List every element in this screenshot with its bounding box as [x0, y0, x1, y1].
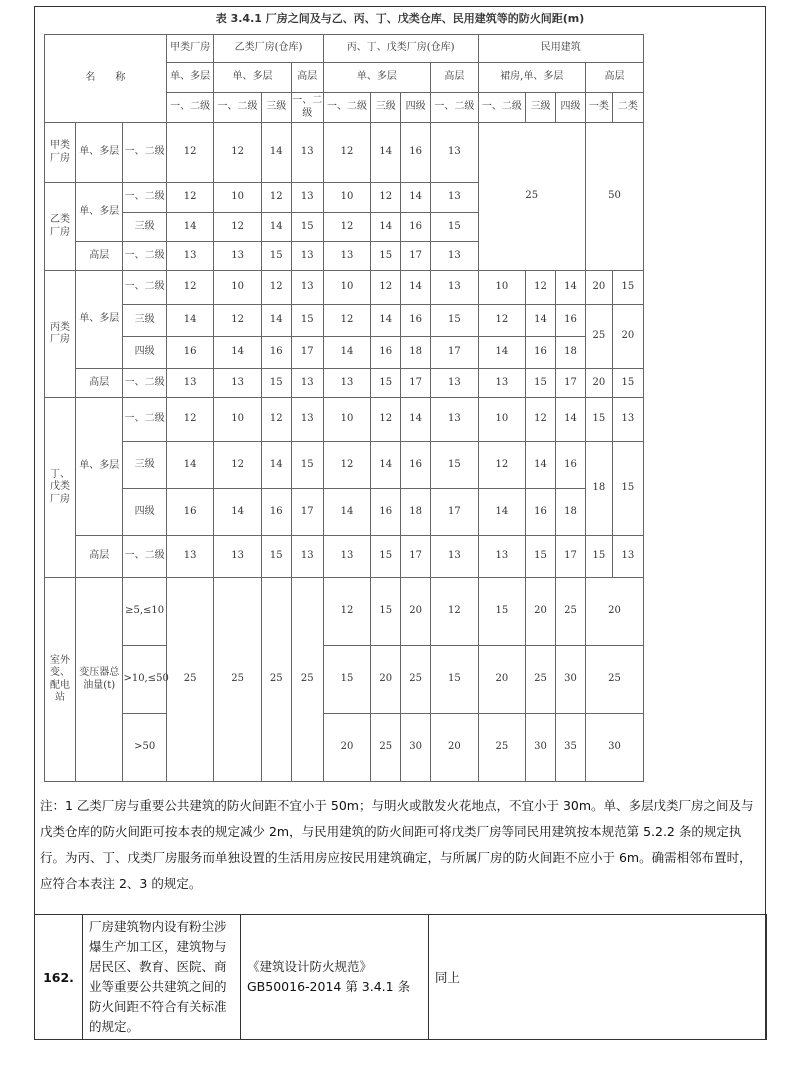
row-grade: 一、二级: [123, 271, 166, 305]
value-cell: 20: [431, 714, 478, 782]
row-label: 丙类厂房: [45, 271, 76, 398]
value-cell: 30: [556, 646, 586, 714]
value-cell: 14: [323, 489, 370, 536]
value-cell: 16: [401, 442, 431, 489]
value-cell: 13: [431, 536, 478, 578]
value-cell: 13: [431, 123, 478, 183]
value-cell: 15: [612, 442, 643, 536]
value-cell: 16: [261, 337, 291, 369]
header-l3: 三级: [526, 93, 556, 123]
value-cell: 13: [214, 536, 261, 578]
value-cell: 17: [556, 536, 586, 578]
value-cell: 14: [166, 442, 213, 489]
table-note: 注：1 乙类厂房与重要公共建筑的防火间距不宜小于 50m；与明火或散发火花地点，不宜小于 30m。单、多层戊类厂房之间及与戊类仓库的防火间距可按本表的规定减少 2m，与民用建筑的防火间距可将戊类厂房等同民用建筑按本规范第 5.2.2 条的规定执行。为丙、丁、戊类厂房服务而单独设置的生活用房应按民用建筑确定，与所属厂房的防火间距不应小于 6m。确需相邻布置时，应符合本表注 2、3 的规定。: [40, 798, 754, 891]
value-cell: 15: [585, 398, 612, 442]
row-sub: 高层: [75, 369, 122, 398]
value-cell: 12: [166, 183, 213, 213]
value-cell: 10: [323, 271, 370, 305]
value-cell: 13: [291, 123, 323, 183]
row-grade: 一、二级: [123, 536, 166, 578]
value-cell: 17: [431, 489, 478, 536]
header-podium: 裙房,单、多层: [478, 63, 585, 93]
value-cell: 17: [291, 489, 323, 536]
value-cell: 20: [612, 305, 643, 369]
header-civil: 民用建筑: [478, 35, 643, 63]
value-cell: 16: [401, 305, 431, 337]
value-cell: 12: [214, 213, 261, 242]
value-cell: 14: [526, 442, 556, 489]
value-cell: 15: [261, 242, 291, 271]
header-l12: 一、二级: [166, 93, 213, 123]
value-cell: 14: [401, 398, 431, 442]
value-cell: 16: [166, 489, 213, 536]
value-cell: 10: [214, 271, 261, 305]
value-cell: 50: [585, 123, 643, 271]
value-cell: 20: [585, 578, 643, 646]
value-cell: 12: [214, 305, 261, 337]
value-cell: 20: [526, 578, 556, 646]
value-cell: 14: [371, 123, 401, 183]
header-sm: 单、多层: [214, 63, 291, 93]
value-cell: 13: [612, 536, 643, 578]
item-remark: 同上: [429, 915, 767, 1040]
value-cell: 10: [214, 398, 261, 442]
header-c2: 二类: [612, 93, 643, 123]
header-high: 高层: [431, 63, 478, 93]
value-cell: 10: [478, 398, 525, 442]
value-cell: 13: [323, 536, 370, 578]
value-cell: 12: [166, 123, 213, 183]
value-cell: 12: [323, 305, 370, 337]
value-cell: 25: [478, 714, 525, 782]
value-cell: 20: [585, 271, 612, 305]
header-l4: 四级: [556, 93, 586, 123]
value-cell: 13: [214, 369, 261, 398]
value-cell: 15: [431, 305, 478, 337]
header-l12: 一、二级: [478, 93, 525, 123]
value-cell: 18: [556, 489, 586, 536]
row-grade: 一、二级: [123, 369, 166, 398]
value-cell: 14: [166, 213, 213, 242]
value-cell: 14: [556, 398, 586, 442]
row-grade: 三级: [123, 213, 166, 242]
value-cell: 15: [431, 442, 478, 489]
item-number: 162.: [35, 915, 83, 1040]
value-cell: 13: [323, 242, 370, 271]
value-cell: 13: [431, 242, 478, 271]
row-sub: 单、多层: [75, 398, 122, 536]
row-sub: 单、多层: [75, 271, 122, 369]
value-cell: 15: [291, 305, 323, 337]
value-cell: 25: [214, 578, 261, 782]
row-label: 乙类厂房: [45, 183, 76, 271]
value-cell: 12: [371, 398, 401, 442]
value-cell: 16: [401, 213, 431, 242]
row-grade: 一、二级: [123, 123, 166, 183]
value-cell: 17: [401, 242, 431, 271]
value-cell: 25: [401, 646, 431, 714]
table-title: 表 3.4.1 厂房之间及与乙、丙、丁、戊类仓库、民用建筑等的防火间距(m): [215, 12, 585, 25]
value-cell: 12: [214, 123, 261, 183]
value-cell: 15: [371, 536, 401, 578]
value-cell: 13: [291, 242, 323, 271]
value-cell: 14: [261, 123, 291, 183]
value-cell: 13: [431, 271, 478, 305]
value-cell: 13: [431, 369, 478, 398]
value-cell: 25: [478, 123, 585, 271]
value-cell: 14: [556, 271, 586, 305]
value-cell: 12: [323, 213, 370, 242]
header-sm: 单、多层: [323, 63, 430, 93]
value-cell: 15: [431, 646, 478, 714]
value-cell: 16: [371, 337, 401, 369]
value-cell: 10: [478, 271, 525, 305]
value-cell: 13: [291, 271, 323, 305]
value-cell: 16: [166, 337, 213, 369]
value-cell: 13: [431, 183, 478, 213]
header-l12: 一、二级: [214, 93, 261, 123]
value-cell: 30: [526, 714, 556, 782]
value-cell: 12: [371, 183, 401, 213]
value-cell: 14: [478, 337, 525, 369]
row-sub: 高层: [75, 242, 122, 271]
row-grade: 一、二级: [123, 183, 166, 213]
header-l12: 一、二级: [323, 93, 370, 123]
value-cell: 14: [261, 305, 291, 337]
value-cell: 14: [371, 213, 401, 242]
row-label: 甲类厂房: [45, 123, 76, 183]
value-cell: 25: [526, 646, 556, 714]
value-cell: 13: [323, 369, 370, 398]
header-l3: 三级: [371, 93, 401, 123]
checklist-table: [34, 914, 767, 1040]
value-cell: 30: [401, 714, 431, 782]
value-cell: 20: [371, 646, 401, 714]
value-cell: 14: [401, 271, 431, 305]
value-cell: 15: [371, 369, 401, 398]
row-label: 室外变、配电站: [45, 578, 76, 782]
value-cell: 17: [431, 337, 478, 369]
value-cell: 20: [585, 369, 612, 398]
value-cell: 14: [166, 305, 213, 337]
value-cell: 15: [478, 578, 525, 646]
row-sub: 单、多层: [75, 123, 122, 183]
value-cell: 12: [214, 442, 261, 489]
value-cell: 10: [214, 183, 261, 213]
value-cell: 15: [371, 578, 401, 646]
value-cell: 18: [585, 442, 612, 536]
header-sm: 单、多层: [166, 63, 213, 93]
value-cell: 16: [401, 123, 431, 183]
value-cell: 12: [371, 271, 401, 305]
value-cell: 12: [478, 442, 525, 489]
value-cell: 14: [214, 489, 261, 536]
value-cell: 13: [431, 398, 478, 442]
value-cell: 17: [291, 337, 323, 369]
value-cell: 13: [166, 242, 213, 271]
row-grade: 一、二级: [123, 398, 166, 442]
header-high: 高层: [291, 63, 323, 93]
header-l12: 一、二级: [291, 93, 323, 123]
value-cell: 12: [166, 271, 213, 305]
value-cell: 15: [291, 442, 323, 489]
header-yi: 乙类厂房(仓库): [214, 35, 323, 63]
value-cell: 14: [261, 442, 291, 489]
row-grade: >10,≤50: [123, 646, 166, 714]
header-l12: 一、二级: [431, 93, 478, 123]
value-cell: 12: [431, 578, 478, 646]
value-cell: 35: [556, 714, 586, 782]
value-cell: 12: [323, 578, 370, 646]
value-cell: 18: [556, 337, 586, 369]
row-sub: 变压器总油量(t): [75, 578, 122, 782]
value-cell: 12: [526, 271, 556, 305]
value-cell: 13: [214, 242, 261, 271]
value-cell: 14: [478, 489, 525, 536]
value-cell: 25: [261, 578, 291, 782]
value-cell: 13: [612, 398, 643, 442]
value-cell: 13: [166, 369, 213, 398]
value-cell: 15: [526, 369, 556, 398]
value-cell: 14: [371, 305, 401, 337]
value-cell: 20: [323, 714, 370, 782]
value-cell: 12: [166, 398, 213, 442]
row-grade: 三级: [123, 442, 166, 489]
value-cell: 25: [291, 578, 323, 782]
value-cell: 15: [585, 536, 612, 578]
value-cell: 17: [401, 369, 431, 398]
value-cell: 15: [323, 646, 370, 714]
value-cell: 13: [478, 536, 525, 578]
value-cell: 14: [401, 183, 431, 213]
value-cell: 10: [323, 398, 370, 442]
value-cell: 20: [401, 578, 431, 646]
value-cell: 20: [478, 646, 525, 714]
value-cell: 14: [214, 337, 261, 369]
value-cell: 13: [291, 369, 323, 398]
value-cell: 16: [526, 489, 556, 536]
value-cell: 14: [261, 213, 291, 242]
value-cell: 14: [323, 337, 370, 369]
header-jia: 甲类厂房: [166, 35, 213, 63]
value-cell: 15: [371, 242, 401, 271]
value-cell: 12: [478, 305, 525, 337]
value-cell: 25: [585, 305, 612, 369]
value-cell: 25: [166, 578, 213, 782]
header-high: 高层: [585, 63, 643, 93]
value-cell: 18: [401, 337, 431, 369]
header-l4: 四级: [401, 93, 431, 123]
value-cell: 15: [291, 213, 323, 242]
row-grade: 一、二级: [123, 242, 166, 271]
row-sub: 单、多层: [75, 183, 122, 242]
value-cell: 12: [261, 183, 291, 213]
item-reference: 《建筑设计防火规范》GB50016-2014 第 3.4.1 条: [241, 915, 429, 1040]
value-cell: 18: [401, 489, 431, 536]
row-grade: >50: [123, 714, 166, 782]
row-grade: 四级: [123, 489, 166, 536]
value-cell: 13: [291, 183, 323, 213]
fire-distance-table: [44, 34, 644, 782]
value-cell: 13: [291, 398, 323, 442]
header-c1: 一类: [585, 93, 612, 123]
value-cell: 13: [291, 536, 323, 578]
value-cell: 15: [261, 369, 291, 398]
row-grade: 三级: [123, 305, 166, 337]
value-cell: 12: [261, 398, 291, 442]
value-cell: 12: [261, 271, 291, 305]
value-cell: 17: [401, 536, 431, 578]
value-cell: 16: [556, 442, 586, 489]
value-cell: 12: [526, 398, 556, 442]
value-cell: 15: [526, 536, 556, 578]
row-sub: 高层: [75, 536, 122, 578]
value-cell: 16: [556, 305, 586, 337]
header-l3: 三级: [261, 93, 291, 123]
row-grade: 四级: [123, 337, 166, 369]
item-description: 厂房建筑物内设有粉尘涉爆生产加工区，建筑物与居民区、教育、医院、商业等重要公共建筑之间的防火间距不符合有关标准的规定。: [83, 915, 241, 1040]
value-cell: 16: [261, 489, 291, 536]
value-cell: 15: [431, 213, 478, 242]
value-cell: 15: [261, 536, 291, 578]
value-cell: 17: [556, 369, 586, 398]
value-cell: 15: [612, 271, 643, 305]
value-cell: 25: [585, 646, 643, 714]
value-cell: 12: [323, 442, 370, 489]
value-cell: 15: [612, 369, 643, 398]
value-cell: 14: [371, 442, 401, 489]
value-cell: 25: [371, 714, 401, 782]
row-label: 丁、戊类厂房: [45, 398, 76, 578]
value-cell: 10: [323, 183, 370, 213]
value-cell: 12: [323, 123, 370, 183]
header-bing: 丙、丁、戊类厂房(仓库): [323, 35, 478, 63]
value-cell: 25: [556, 578, 586, 646]
value-cell: 16: [371, 489, 401, 536]
header-name: 名 称: [45, 35, 167, 123]
value-cell: 13: [478, 369, 525, 398]
value-cell: 13: [166, 536, 213, 578]
row-grade: ≥5,≤10: [123, 578, 166, 646]
value-cell: 14: [526, 305, 556, 337]
value-cell: 16: [526, 337, 556, 369]
value-cell: 30: [585, 714, 643, 782]
